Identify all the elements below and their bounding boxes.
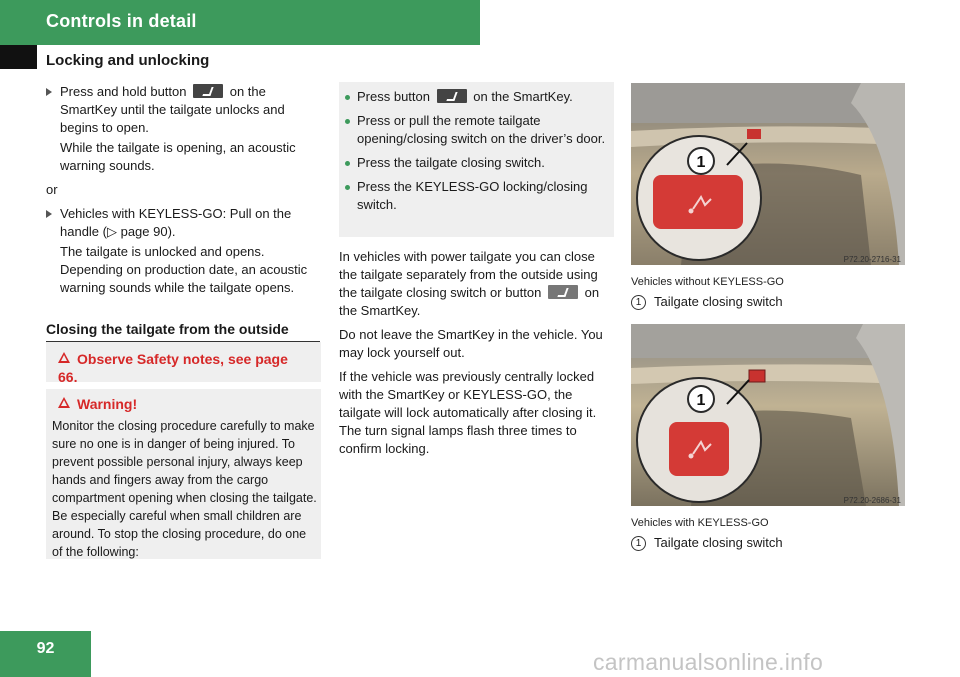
step1-text-b: on the SmartKey until the tailgate unlocks and begins to open.	[60, 84, 285, 135]
photo1-callout-number: 1	[696, 154, 706, 171]
step-arrow-icon	[46, 210, 52, 218]
legend-item-2	[631, 535, 783, 551]
legend-number: 1	[631, 295, 646, 310]
warning-triangle-icon	[58, 397, 70, 408]
or-separator: or	[46, 182, 58, 197]
closing-tailgate-heading: Closing the tailgate from the outside	[46, 321, 320, 342]
legend-number: 1	[631, 536, 646, 551]
tailgate-button-icon	[548, 285, 578, 299]
power-tailgate-paragraph	[339, 248, 614, 320]
warning-box	[46, 389, 321, 559]
warning-heading	[58, 395, 137, 413]
step2-text: Vehicles with KEYLESS-GO: Pull on the handle (▷ page 90).	[60, 206, 292, 239]
tailgate-illustration	[631, 83, 905, 265]
step-arrow-icon	[46, 88, 52, 96]
tailgate-button-icon	[437, 89, 467, 103]
caption-without-keyless: Vehicles without KEYLESS-GO	[631, 276, 784, 288]
tailgate-illustration	[631, 324, 905, 506]
auto-lock-paragraph: If the vehicle was previously centrally locked with the SmartKey or KEYLESS-GO, the tailgate will lock automatically after closing it. The turn signal lamps flash three times to confirm locking.	[339, 369, 597, 456]
legend-item-1	[631, 294, 783, 310]
smartkey-warning-paragraph: Do not leave the SmartKey in the vehicle. You may lock yourself out.	[339, 327, 603, 360]
step-keyless-go	[46, 205, 321, 241]
watermark: carmanualsonline.info	[593, 649, 824, 675]
page-number: 92	[36, 640, 55, 657]
step1-note: While the tailgate is opening, an acoustic warning sounds.	[60, 140, 296, 173]
tailgate-photo-without-keyless	[631, 83, 905, 265]
power-tailgate-text-b: on the SmartKey.	[339, 285, 600, 318]
step1-text-a: Press and hold button	[60, 84, 187, 99]
tailgate-button-icon	[193, 84, 223, 98]
tailgate-photo-with-keyless	[631, 324, 905, 506]
step-press-hold	[46, 83, 321, 137]
photo2-code: P72.20-2686-31	[843, 496, 901, 505]
section-tab-marker	[0, 45, 37, 69]
list-item	[339, 88, 606, 106]
list-item: Press the tailgate closing switch.	[339, 154, 606, 172]
list-item: Press or pull the remote tailgate opening/closing switch on the driver’s door.	[339, 112, 606, 148]
safety-note-heading	[58, 350, 308, 386]
legend-text: Tailgate closing switch	[654, 294, 783, 309]
chapter-title: Controls in detail	[46, 11, 197, 31]
column-1	[46, 83, 321, 303]
safety-note-text: Observe Safety notes, see page 66.	[58, 351, 288, 385]
photo2-callout-number: 1	[696, 392, 706, 409]
list-item: Press the KEYLESS-GO locking/closing switch.	[339, 178, 606, 214]
step2-note: The tailgate is unlocked and opens. Depending on production date, an acoustic warning sounds while the tailgate opens.	[60, 244, 308, 295]
warning-triangle-icon	[58, 352, 70, 363]
warning-text: Monitor the closing procedure carefully to make sure no one is in danger of being injured. To prevent possible personal injury, always keep hands and fingers away from the cargo compartment opening when closing the tailgate. Be especially careful when small children are around. To stop the closing procedure, do one of the following:	[52, 419, 317, 559]
bullet1-text-a: Press button	[357, 89, 430, 104]
warning-title: Warning!	[77, 396, 138, 412]
safety-note-box	[46, 342, 321, 385]
power-tailgate-text-a: In vehicles with power tailgate you can close the tailgate separately from the outside using the tailgate closing switch or button	[339, 249, 598, 300]
legend-text: Tailgate closing switch	[654, 535, 783, 550]
bullet1-text-b: on the SmartKey.	[473, 89, 573, 104]
stop-options-box	[339, 82, 614, 237]
photo1-code: P72.20-2716-31	[843, 255, 901, 264]
column-2-text	[339, 248, 614, 464]
section-title: Locking and unlocking	[46, 52, 210, 69]
caption-with-keyless: Vehicles with KEYLESS-GO	[631, 517, 769, 529]
